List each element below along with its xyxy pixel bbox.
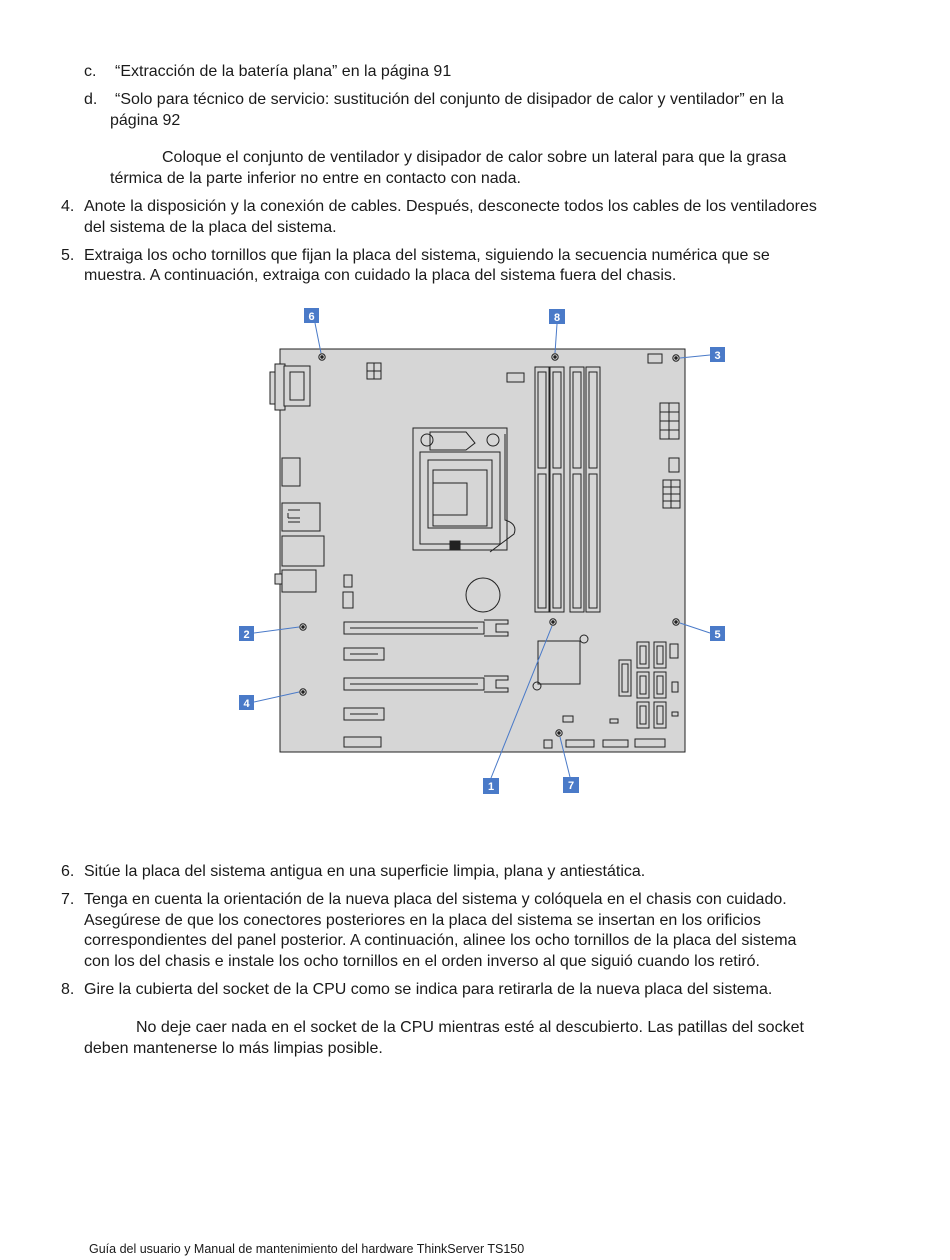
list-item-d-line2: página 92 [110, 112, 181, 129]
step-7-marker: 7. [61, 891, 75, 908]
callout-2 [239, 626, 254, 641]
svg-text:4: 4 [243, 698, 250, 710]
step-5-marker: 5. [61, 247, 75, 264]
step-5-line1: Extraiga los ocho tornillos que fijan la placa del sistema, siguiendo la secuencia numérica que se [84, 247, 770, 264]
step-8-marker: 8. [61, 981, 75, 998]
step-4-line2: del sistema de la placa del sistema. [84, 219, 337, 236]
svg-text:1: 1 [487, 781, 495, 793]
callout-5 [710, 626, 725, 641]
note-1-line1: Coloque el conjunto de ventilador y disipador de calor sobre un lateral para que la grasa [162, 149, 787, 166]
callout-8 [549, 309, 565, 324]
step-7-line2: Asegúrese de que los conectores posteriores en la placa del sistema se insertan en los orificios [84, 912, 761, 929]
step-4-line1: Anote la disposición y la conexión de cables. Después, desconecte todos los cables de los ventiladores [84, 198, 817, 215]
callout-3 [710, 347, 725, 362]
note-1-line2: térmica de la parte inferior no entre en contacto con nada. [110, 170, 521, 187]
callout-1 [483, 778, 499, 794]
list-item-d-line1: “Solo para técnico de servicio: sustitución del conjunto de disipador de calor y ventilador” en la [115, 91, 784, 108]
note-2-line2: deben mantenerse lo más limpias posible. [84, 1040, 383, 1057]
step-6-marker: 6. [61, 863, 75, 880]
svg-text:5: 5 [714, 629, 721, 641]
step-7-line3: correspondientes del panel posterior. A continuación, alinee los ocho tornillos de la placa del sistema [84, 932, 797, 949]
list-marker-c: c. [84, 63, 97, 80]
step-7-line1: Tenga en cuenta la orientación de la nueva placa del sistema y colóquela en el chasis con cuidado. [84, 891, 787, 908]
note-2-line1: No deje caer nada en el socket de la CPU mientras esté al descubierto. Las patillas del socket [136, 1019, 804, 1036]
list-item-c-text: “Extracción de la batería plana” en la página 91 [115, 63, 452, 80]
svg-text:7: 7 [567, 780, 575, 792]
step-5-line2: muestra. A continuación, extraiga con cuidado la placa del sistema fuera del chasis. [84, 267, 677, 284]
step-4-marker: 4. [61, 198, 75, 215]
svg-text:8: 8 [553, 312, 561, 324]
step-6-line1: Sitúe la placa del sistema antigua en una superficie limpia, plana y antiestática. [84, 863, 646, 880]
svg-text:6: 6 [308, 311, 315, 323]
page-footer: Guía del usuario y Manual de mantenimiento del hardware ThinkServer TS150 [89, 1242, 525, 1256]
callout-6 [304, 308, 319, 323]
callout-7 [563, 777, 579, 793]
step-8-line1: Gire la cubierta del socket de la CPU como se indica para retirarla de la nueva placa del sistema. [84, 981, 773, 998]
step-7-line4: con los del chasis e instale los ocho tornillos en el orden inverso al que siguió cuando los retiró. [84, 953, 760, 970]
svg-text:2: 2 [243, 629, 250, 641]
svg-text:3: 3 [714, 350, 721, 362]
callout-4 [239, 695, 254, 710]
list-marker-d: d. [84, 91, 98, 108]
